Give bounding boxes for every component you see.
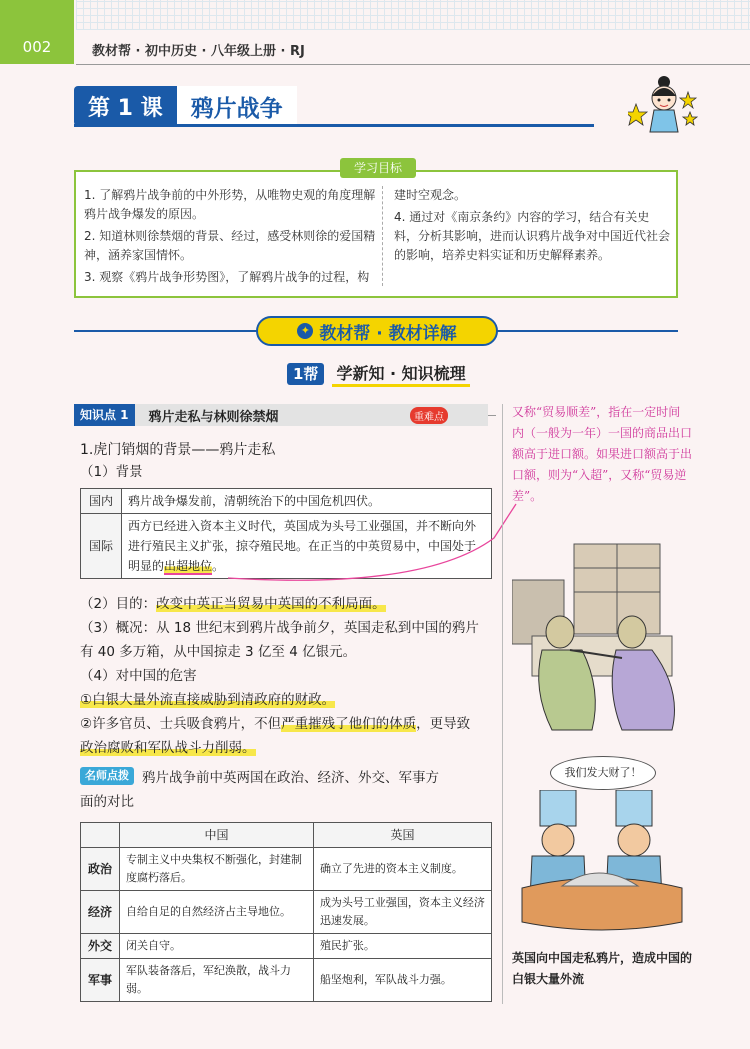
page-number: 002 (0, 0, 74, 64)
connector-line (488, 415, 496, 416)
goal-item: 建时空观念。 (394, 188, 467, 202)
overview-line (80, 618, 479, 638)
knowledge-point-title: 鸦片走私与林则徐禁烟 (148, 409, 279, 425)
harm-item-cont (80, 738, 256, 758)
table-value-end: 。 (212, 559, 225, 573)
harm-text: ，更导致 (416, 716, 471, 732)
table-header (81, 823, 120, 848)
knowledge-point-bar (74, 404, 488, 426)
opium-smokers-illustration (512, 540, 692, 740)
purpose-label: （2）目的： (80, 596, 157, 612)
harm-item (80, 714, 470, 734)
harm-highlight: 严重摧残了他们的体质 (281, 716, 417, 732)
speech-bubble: 我们发大财了！ (550, 756, 656, 790)
table-key: 国际 (81, 514, 122, 579)
overview-line-2: 有 40 多万箱，从中国掠走 3 亿至 4 亿银元。 (80, 644, 357, 660)
highlight-term: 出超地位 (164, 559, 213, 573)
subheading-number: 1帮 (287, 363, 324, 385)
banner-text: 教材帮 · 教材详解 (319, 323, 457, 344)
goals-divider (382, 186, 384, 286)
illustration-caption: 英国向中国走私鸦片，造成中国的白银大量外流 (512, 951, 693, 986)
subheading-text: 学新知 · 知识梳理 (332, 361, 469, 387)
lightbulb-icon: ✦ (297, 323, 313, 339)
margin-divider (502, 404, 503, 1004)
lesson-heading (74, 86, 297, 126)
table-row (81, 848, 492, 891)
sub-heading-background: （1）背景 (80, 464, 143, 480)
table-row (81, 959, 492, 1002)
mascot-girl-icon (628, 74, 698, 134)
banner-rule-right (496, 330, 678, 332)
margin-note: 又称“贸易顺差”，指在一定时间内（一般为一年）一国的商品出口额高于进口额。如果进口额高于出口额，则为“入超”，又称“贸易逆差”。 (512, 405, 693, 503)
section-heading: 1.虎门销烟的背景——鸦片走私 (80, 442, 276, 458)
section-banner (256, 316, 498, 346)
table-cell-china: 闭关自守。 (120, 934, 314, 959)
comparison-table (80, 822, 492, 1002)
harm-highlight: 政治腐败和军队战斗力削弱。 (80, 740, 256, 756)
table-value: 鸦片战争爆发前，清朝统治下的中国危机四伏。 (122, 489, 492, 514)
table-cell-china: 专制主义中央集权不断强化，封建制度腐朽落后。 (120, 848, 314, 891)
table-cell-china: 军队装备落后，军纪涣散，战斗力弱。 (120, 959, 314, 1002)
table-key: 国内 (81, 489, 122, 514)
table-key: 政治 (81, 848, 120, 891)
purpose-text: 改变中英正当贸易中英国的不利局面。 (156, 596, 386, 612)
goals-left-column (84, 186, 378, 290)
table-cell-britain: 确立了先进的资本主义制度。 (313, 848, 491, 891)
goal-item: 2. 知道林则徐禁烟的背景、经过，感受林则徐的爱国精神，涵养家国情怀。 (84, 229, 376, 262)
table-header-row (81, 823, 492, 848)
table-cell-britain: 殖民扩张。 (313, 934, 491, 959)
table-key: 外交 (81, 934, 120, 959)
table-value-text: 西方已经进入资本主义时代，英国成为头号工业强国，并不断向外进行殖民主义扩张，掠夺殖民地。在正当的中英贸易中，中国处于明显的 (128, 519, 477, 573)
knowledge-point-tag: 知识点 1 (74, 404, 135, 426)
goal-item: 4. 通过对《南京条约》内容的学习，结合有关史料，分析其影响，进而认识鸦片战争对中国近代社会的影响，培养史料实证和历史解释素养。 (394, 210, 671, 262)
lesson-title: 鸦片战争 (177, 86, 297, 126)
teacher-tip (80, 766, 439, 786)
overview-text: 从 18 世纪末到鸦片战争前夕，英国走私到中国的鸦片 (156, 620, 479, 636)
table-cell-china: 自给自足的自然经济占主导地位。 (120, 891, 314, 934)
purpose-line (80, 594, 386, 614)
teacher-tip-tag: 名师点拨 (80, 767, 134, 785)
table-cell-britain: 船坚炮利，军队战斗力强。 (313, 959, 491, 1002)
goal-item: 1. 了解鸦片战争前的中外形势，从唯物史观的角度理解鸦片战争爆发的原因。 (84, 188, 376, 221)
difficulty-badge: 重难点 (410, 407, 448, 424)
harm-heading: （4）对中国的危害 (80, 668, 197, 684)
learning-goals-box (74, 170, 678, 298)
british-merchants-illustration (512, 790, 692, 940)
table-cell-britain: 成为头号工业强国，资本主义经济迅速发展。 (313, 891, 491, 934)
lesson-rule (74, 124, 594, 127)
harm-text: ①白银大量外流直接威胁到清政府的财政。 (80, 692, 336, 708)
table-header: 英国 (313, 823, 491, 848)
annotation-arrow (224, 498, 524, 588)
goals-right-column (394, 186, 672, 268)
table-row (81, 934, 492, 959)
grid-strip (76, 0, 750, 30)
goal-item: 3. 观察《鸦片战争形势图》，了解鸦片战争的过程，构 (84, 270, 370, 284)
table-key: 军事 (81, 959, 120, 1002)
goals-tag: 学习目标 (340, 158, 416, 178)
table-row (81, 891, 492, 934)
subheading (287, 362, 470, 386)
book-title: 教材帮 · 初中历史 · 八年级上册 · RJ (92, 44, 305, 59)
overview-label: （3）概况： (80, 620, 157, 636)
teacher-tip-text-2: 面的对比 (80, 794, 134, 810)
table-header: 中国 (120, 823, 314, 848)
banner-rule-left (74, 330, 258, 332)
harm-item (80, 690, 335, 710)
teacher-tip-text: 鸦片战争前中英两国在政治、经济、外交、军事方 (142, 770, 439, 786)
lesson-number: 第 1 课 (74, 86, 177, 126)
harm-text: ②许多官员、士兵吸食鸦片，不但 (80, 716, 282, 732)
table-key: 经济 (81, 891, 120, 934)
